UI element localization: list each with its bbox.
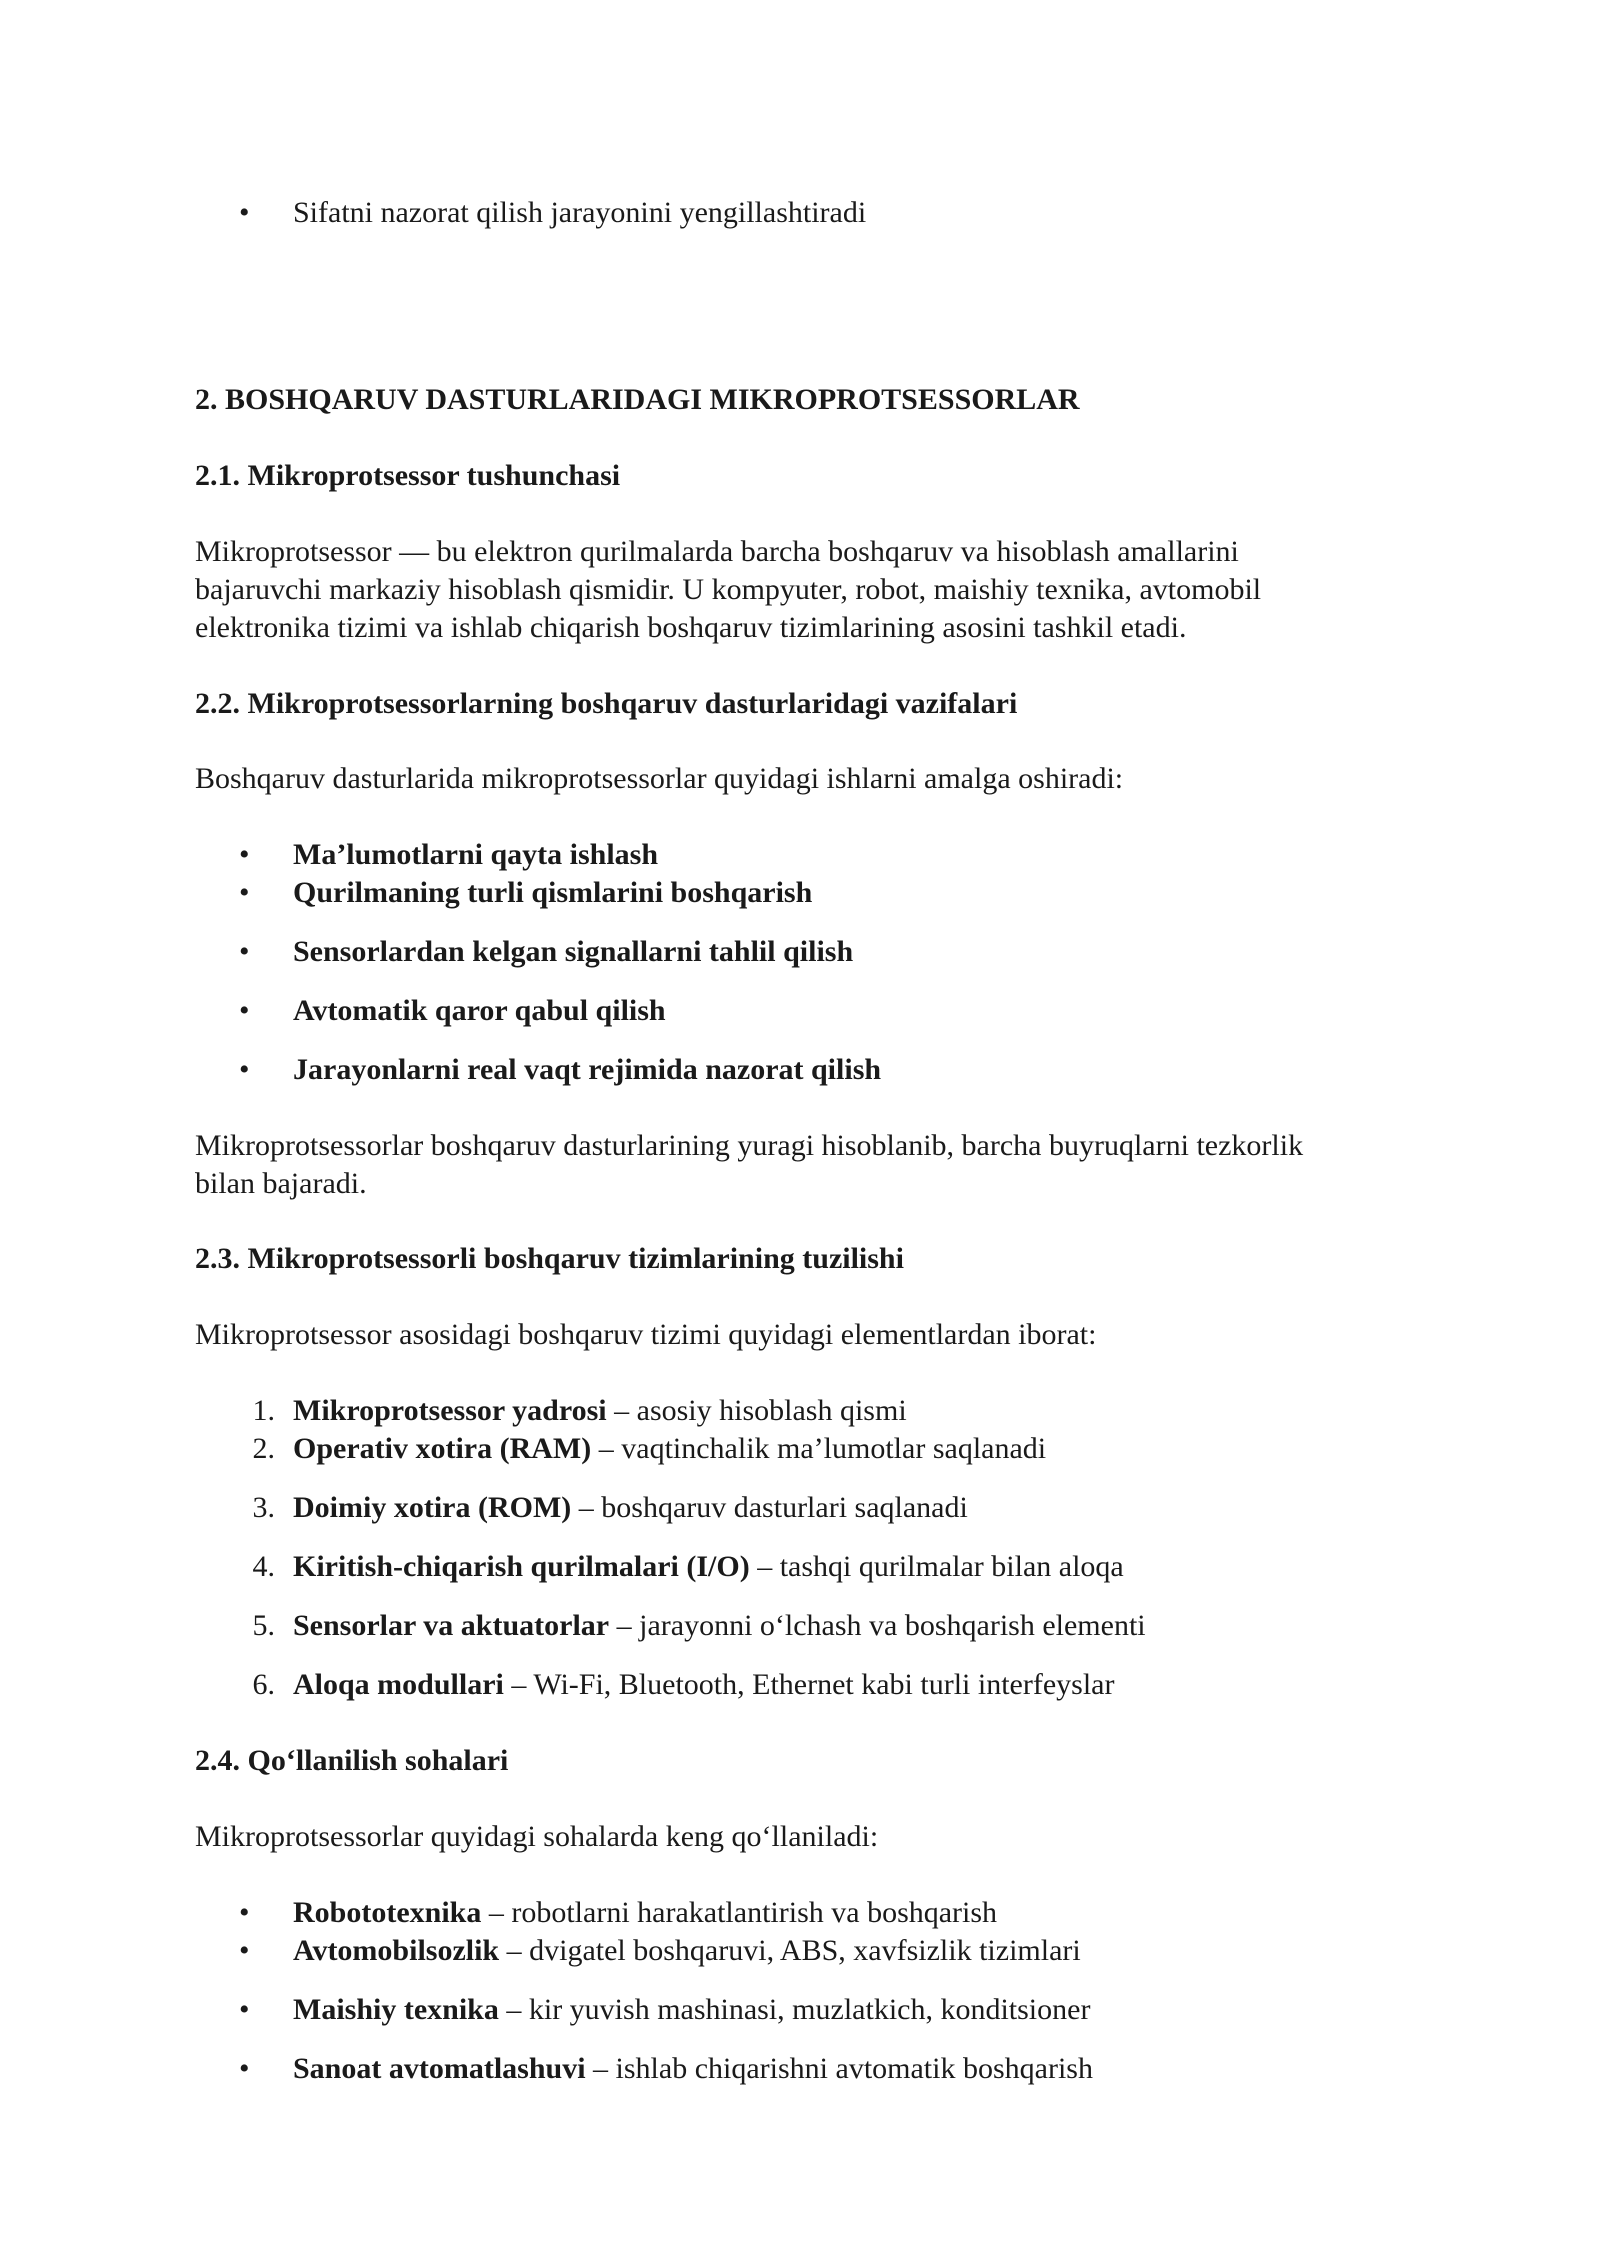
list-item-text: Sensorlardan kelgan signallarni tahlil qilish: [293, 935, 854, 968]
list-item-text: Avtomatik qaror qabul qilish: [293, 994, 666, 1027]
item-description: – jarayonni o‘lchash va boshqarish elementi: [609, 1609, 1146, 1642]
item-number: 3.: [252, 1491, 275, 1524]
item-description: – vaqtinchalik ma’lumotlar saqlanadi: [591, 1432, 1047, 1465]
paragraph-line: elektronika tizimi va ishlab chiqarish boshqaruv tizimlarining asosini tashkil etadi.: [195, 611, 1187, 644]
list-item-text: Sifatni nazorat qilish jarayonini yengillashtiradi: [293, 196, 867, 229]
item-term: Maishiy texnika: [293, 1993, 499, 2026]
item-term: Sanoat avtomatlashuvi: [293, 2052, 586, 2085]
item-description: – kir yuvish mashinasi, muzlatkich, konditsioner: [498, 1993, 1091, 2026]
bullet-marker: •: [239, 1934, 250, 1967]
bullet-marker: •: [239, 1896, 250, 1929]
paragraph-line: bajaruvchi markaziy hisoblash qismidir. U kompyuter, robot, maishiy texnika, avtomobil: [195, 573, 1262, 606]
item-term: Sensorlar va aktuatorlar: [293, 1609, 610, 1642]
bullet-marker: •: [239, 935, 250, 968]
subsection-title-2-2: 2.2. Mikroprotsessorlarning boshqaruv dasturlaridagi vazifalari: [195, 687, 1018, 720]
paragraph-line: Mikroprotsessorlar boshqaruv dasturlarining yuragi hisoblanib, barcha buyruqlarni tezkorlik: [195, 1129, 1304, 1162]
item-term: Doimiy xotira (ROM): [293, 1491, 572, 1524]
paragraph-line: Mikroprotsessor — bu elektron qurilmalarda barcha boshqaruv va hisoblash amallarini: [195, 535, 1239, 568]
item-term: Aloqa modullari: [293, 1668, 504, 1701]
subsection-title-2-3: 2.3. Mikroprotsessorli boshqaruv tizimlarining tuzilishi: [195, 1242, 904, 1275]
item-term: Kiritish-chiqarish qurilmalari (I/O): [293, 1550, 750, 1583]
intro-paragraph: Boshqaruv dasturlarida mikroprotsessorlar quyidagi ishlarni amalga oshiradi:: [195, 762, 1124, 795]
item-term: Robototexnika: [293, 1896, 482, 1929]
bullet-marker: •: [239, 838, 250, 871]
item-description: – boshqaruv dasturlari saqlanadi: [571, 1491, 968, 1524]
bullet-marker: •: [239, 876, 250, 909]
item-description: – Wi-Fi, Bluetooth, Ethernet kabi turli interfeyslar: [503, 1668, 1115, 1701]
intro-paragraph: Mikroprotsessor asosidagi boshqaruv tizimi quyidagi elementlardan iborat:: [195, 1318, 1097, 1351]
bullet-marker: •: [239, 1993, 250, 2026]
item-number: 2.: [252, 1432, 275, 1465]
item-term: Mikroprotsessor yadrosi: [293, 1394, 607, 1427]
subsection-title-2-1: 2.1. Mikroprotsessor tushunchasi: [195, 459, 621, 492]
bullet-marker: •: [239, 1053, 250, 1086]
item-term: Avtomobilsozlik: [293, 1934, 500, 1967]
bullet-marker: •: [239, 2052, 250, 2085]
intro-paragraph: Mikroprotsessorlar quyidagi sohalarda keng qo‘llaniladi:: [195, 1820, 879, 1853]
subsection-title-2-4: 2.4. Qo‘llanilish sohalari: [195, 1744, 509, 1777]
list-item-text: Jarayonlarni real vaqt rejimida nazorat qilish: [293, 1053, 882, 1086]
item-description: – robotlarni harakatlantirish va boshqarish: [481, 1896, 998, 1929]
item-description: – ishlab chiqarishni avtomatik boshqarish: [585, 2052, 1093, 2085]
item-description: – dvigatel boshqaruvi, ABS, xavfsizlik tizimlari: [499, 1934, 1081, 1967]
list-item-text: Ma’lumotlarni qayta ishlash: [293, 838, 659, 871]
list-item-text: Qurilmaning turli qismlarini boshqarish: [293, 876, 813, 909]
section-title: 2. BOSHQARUV DASTURLARIDAGI MIKROPROTSESSORLAR: [195, 383, 1080, 416]
item-number: 5.: [252, 1609, 275, 1642]
item-term: Operativ xotira (RAM): [293, 1432, 592, 1465]
item-number: 6.: [252, 1668, 275, 1701]
paragraph-line: bilan bajaradi.: [195, 1167, 367, 1200]
item-description: – tashqi qurilmalar bilan aloqa: [749, 1550, 1124, 1583]
item-number: 4.: [252, 1550, 275, 1583]
bullet-marker: •: [239, 994, 250, 1027]
item-description: – asosiy hisoblash qismi: [606, 1394, 907, 1427]
item-number: 1.: [252, 1394, 275, 1427]
bullet-marker: •: [239, 196, 250, 229]
